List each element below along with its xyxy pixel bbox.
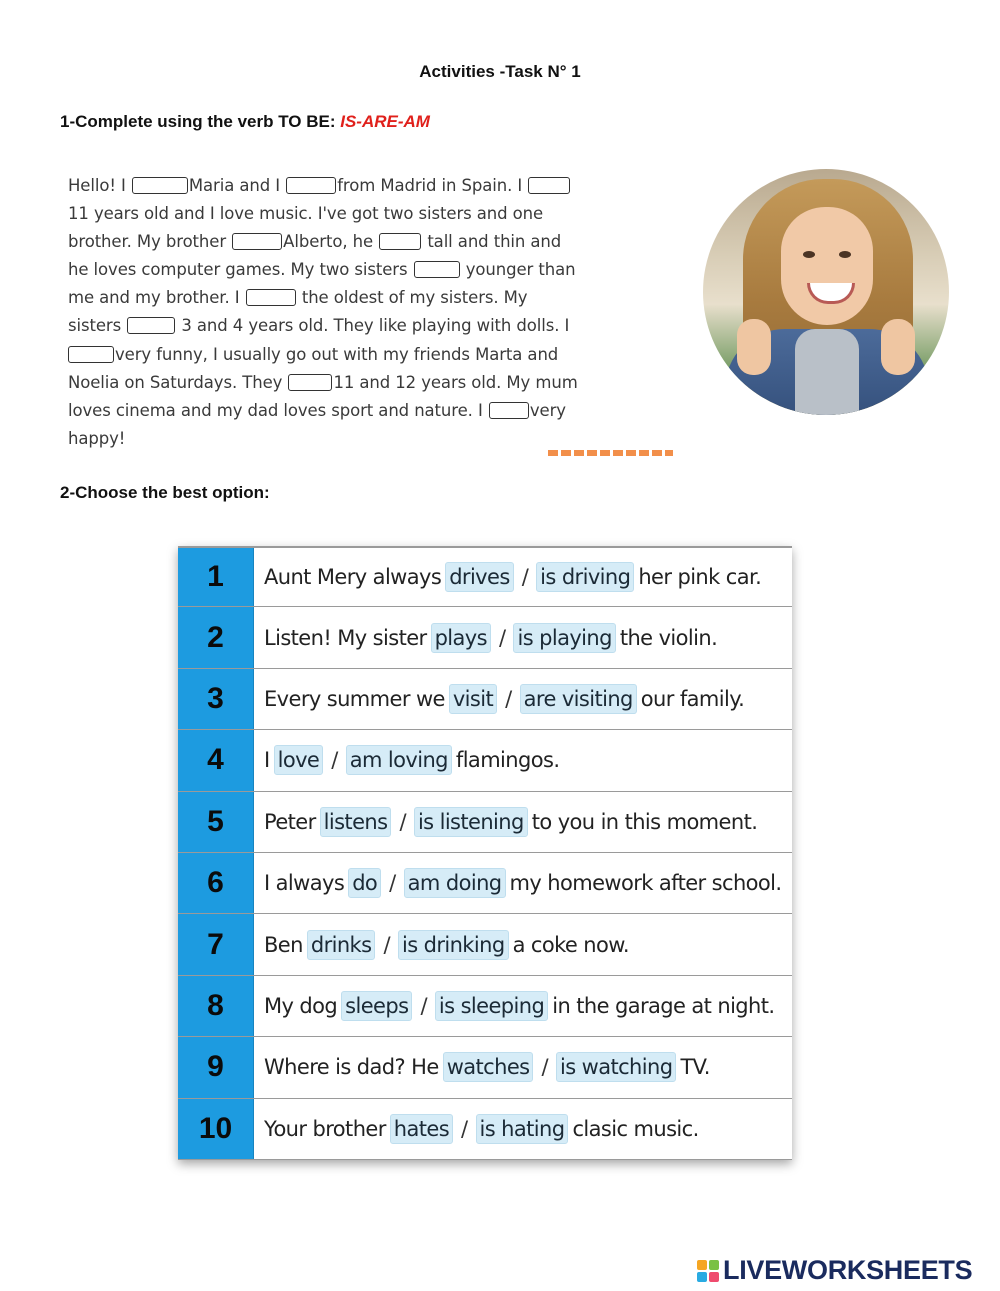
option-separator: /	[331, 748, 338, 773]
text-segment: younger than	[460, 260, 576, 280]
row-sentence	[254, 914, 792, 974]
option-separator: /	[383, 932, 390, 957]
sentence-end: our family.	[640, 686, 745, 711]
sentence-start: Aunt Mery always	[264, 565, 442, 590]
sentence-end: flamingos.	[455, 748, 560, 773]
option-separator: /	[420, 993, 427, 1018]
page-title: Activities -Task N° 1	[419, 62, 581, 81]
option-2[interactable]: is listening	[414, 807, 528, 837]
answer-blank-11[interactable]	[489, 402, 529, 419]
table-row	[178, 1037, 792, 1098]
text-segment: the oldest of my sisters. My	[296, 288, 528, 308]
row-number: 6	[178, 853, 254, 913]
section1-heading-text: 1-Complete using the verb TO BE:	[60, 112, 341, 131]
table-row	[178, 792, 792, 853]
row-sentence	[254, 548, 792, 606]
option-1[interactable]: plays	[431, 623, 491, 653]
logo-cube	[697, 1272, 707, 1282]
row-sentence	[254, 730, 792, 790]
sentence-end: clasic music.	[572, 1116, 699, 1141]
row-number: 3	[178, 669, 254, 729]
paragraph-line	[68, 256, 668, 284]
sentence-start: I	[264, 748, 270, 773]
option-1[interactable]: listens	[320, 807, 392, 837]
row-sentence	[254, 1099, 792, 1159]
text-segment: Maria and I	[188, 176, 286, 195]
paragraph-line	[68, 200, 668, 228]
option-1[interactable]: watches	[443, 1052, 534, 1082]
text-segment: tall and thin and	[422, 232, 562, 252]
sentence-end: in the garage at night.	[552, 993, 775, 1018]
text-segment: Alberto, he	[283, 232, 379, 252]
text-segment: he loves computer games. My two sisters	[68, 260, 413, 280]
sentence-end: TV.	[680, 1055, 710, 1080]
paragraph-line	[68, 228, 668, 256]
option-separator: /	[521, 565, 529, 590]
photo-eye	[839, 251, 851, 258]
row-number: 4	[178, 730, 254, 790]
photo-hand	[737, 319, 771, 375]
answer-blank-10[interactable]	[288, 374, 332, 391]
section2-heading: 2-Choose the best option:	[60, 483, 270, 502]
table-row	[178, 976, 792, 1037]
text-segment: me and my brother. I	[68, 288, 245, 308]
answer-blank-7[interactable]	[246, 289, 296, 306]
logo-cube	[697, 1260, 707, 1270]
paragraph-line	[68, 397, 668, 425]
sentence-end: to you in this moment.	[531, 809, 758, 834]
row-number: 5	[178, 792, 254, 852]
option-1[interactable]: sleeps	[341, 991, 412, 1021]
text-segment: from Madrid in Spain. I	[337, 176, 528, 195]
option-1[interactable]: drinks	[307, 930, 376, 960]
answer-blank-9[interactable]	[68, 346, 114, 363]
photo-face	[781, 207, 873, 325]
option-separator: /	[399, 809, 406, 834]
table-row	[178, 546, 792, 607]
table-row	[178, 1099, 792, 1160]
sentence-start: Peter	[264, 809, 316, 834]
fill-in-paragraph	[68, 172, 668, 453]
option-1[interactable]: do	[348, 868, 381, 898]
answer-blank-1[interactable]	[132, 177, 188, 194]
row-number: 8	[178, 976, 254, 1036]
sentence-end: a coke now.	[512, 932, 629, 957]
row-number: 10	[178, 1099, 254, 1159]
table-row	[178, 669, 792, 730]
row-number: 2	[178, 607, 254, 667]
paragraph-line	[68, 312, 668, 340]
text-segment: Noelia on Saturdays. They	[68, 372, 288, 392]
row-sentence	[254, 976, 792, 1036]
answer-blank-5[interactable]	[379, 233, 421, 250]
option-2[interactable]: is playing	[513, 623, 615, 653]
paragraph-line	[68, 284, 668, 312]
row-number: 1	[178, 548, 254, 606]
option-separator: /	[389, 871, 396, 896]
text-segment: 11 and 12 years old. My mum	[333, 372, 578, 392]
option-1[interactable]: love	[274, 745, 324, 775]
decorative-smear	[548, 450, 673, 456]
sentence-end: the violin.	[619, 625, 718, 650]
answer-blank-6[interactable]	[414, 261, 460, 278]
girl-photo	[703, 169, 949, 415]
text-segment: very funny, I usually go out with my friends Marta and	[115, 344, 559, 364]
row-sentence	[254, 607, 792, 667]
paragraph-line	[68, 172, 668, 200]
table-row	[178, 730, 792, 791]
sentence-end: my homework after school.	[509, 871, 782, 896]
text-segment: 11 years old and I love music. I've got two sisters and one	[68, 204, 544, 224]
row-number: 9	[178, 1037, 254, 1097]
section1-heading-highlight: IS-ARE-AM	[340, 112, 430, 131]
liveworksheets-logo	[697, 1255, 972, 1286]
answer-blank-2[interactable]	[286, 177, 336, 194]
text-segment: sisters	[68, 316, 127, 336]
option-1[interactable]: visit	[449, 684, 497, 714]
text-segment: very	[529, 400, 566, 420]
table-row	[178, 914, 792, 975]
option-2[interactable]: is driving	[536, 562, 634, 592]
answer-blank-4[interactable]	[232, 233, 282, 250]
option-2[interactable]: is hating	[476, 1114, 569, 1144]
choose-option-table	[178, 546, 792, 1160]
option-2[interactable]: are visiting	[520, 684, 637, 714]
sentence-start: Ben	[264, 932, 303, 957]
text-segment: Hello! I	[68, 176, 131, 195]
option-1[interactable]: hates	[390, 1114, 453, 1144]
sentence-start: Listen! My sister	[264, 625, 427, 650]
paragraph-line	[68, 369, 668, 397]
option-2[interactable]: is sleeping	[435, 991, 548, 1021]
row-sentence	[254, 792, 792, 852]
option-2[interactable]: is watching	[556, 1052, 676, 1082]
photo-hand	[881, 319, 915, 375]
option-separator: /	[498, 625, 506, 650]
logo-cube	[709, 1272, 719, 1282]
row-sentence	[254, 853, 792, 913]
text-segment: 3 and 4 years old. They like playing with dolls. I	[176, 316, 570, 336]
answer-blank-3[interactable]	[528, 177, 570, 194]
option-1[interactable]: drives	[445, 562, 514, 592]
option-2[interactable]: am loving	[346, 745, 452, 775]
sentence-end: her pink car.	[638, 565, 762, 590]
sentence-start: Your brother	[264, 1116, 386, 1141]
logo-cube	[709, 1260, 719, 1270]
answer-blank-8[interactable]	[127, 317, 175, 334]
row-sentence	[254, 669, 792, 729]
text-segment: brother. My brother	[68, 232, 232, 252]
option-2[interactable]: is drinking	[398, 930, 509, 960]
option-2[interactable]: am doing	[404, 868, 506, 898]
option-separator: /	[541, 1055, 548, 1080]
table-row	[178, 853, 792, 914]
paragraph-line	[68, 341, 668, 369]
text-segment: happy!	[68, 428, 126, 448]
sentence-start: I always	[264, 871, 345, 896]
table-row	[178, 607, 792, 668]
sentence-start: Every summer we	[264, 686, 445, 711]
logo-text: LIVEWORKSHEETS	[723, 1255, 973, 1285]
logo-cubes-icon	[697, 1260, 719, 1282]
sentence-start: Where is dad? He	[264, 1055, 439, 1080]
section1-heading	[60, 112, 430, 132]
option-separator: /	[461, 1116, 468, 1141]
paragraph-line	[68, 425, 668, 453]
row-number: 7	[178, 914, 254, 974]
row-sentence	[254, 1037, 792, 1097]
sentence-start: My dog	[264, 993, 338, 1018]
option-separator: /	[505, 686, 512, 711]
photo-eye	[803, 251, 815, 258]
text-segment: loves cinema and my dad loves sport and nature. I	[68, 400, 488, 420]
photo-shirt	[795, 329, 859, 415]
